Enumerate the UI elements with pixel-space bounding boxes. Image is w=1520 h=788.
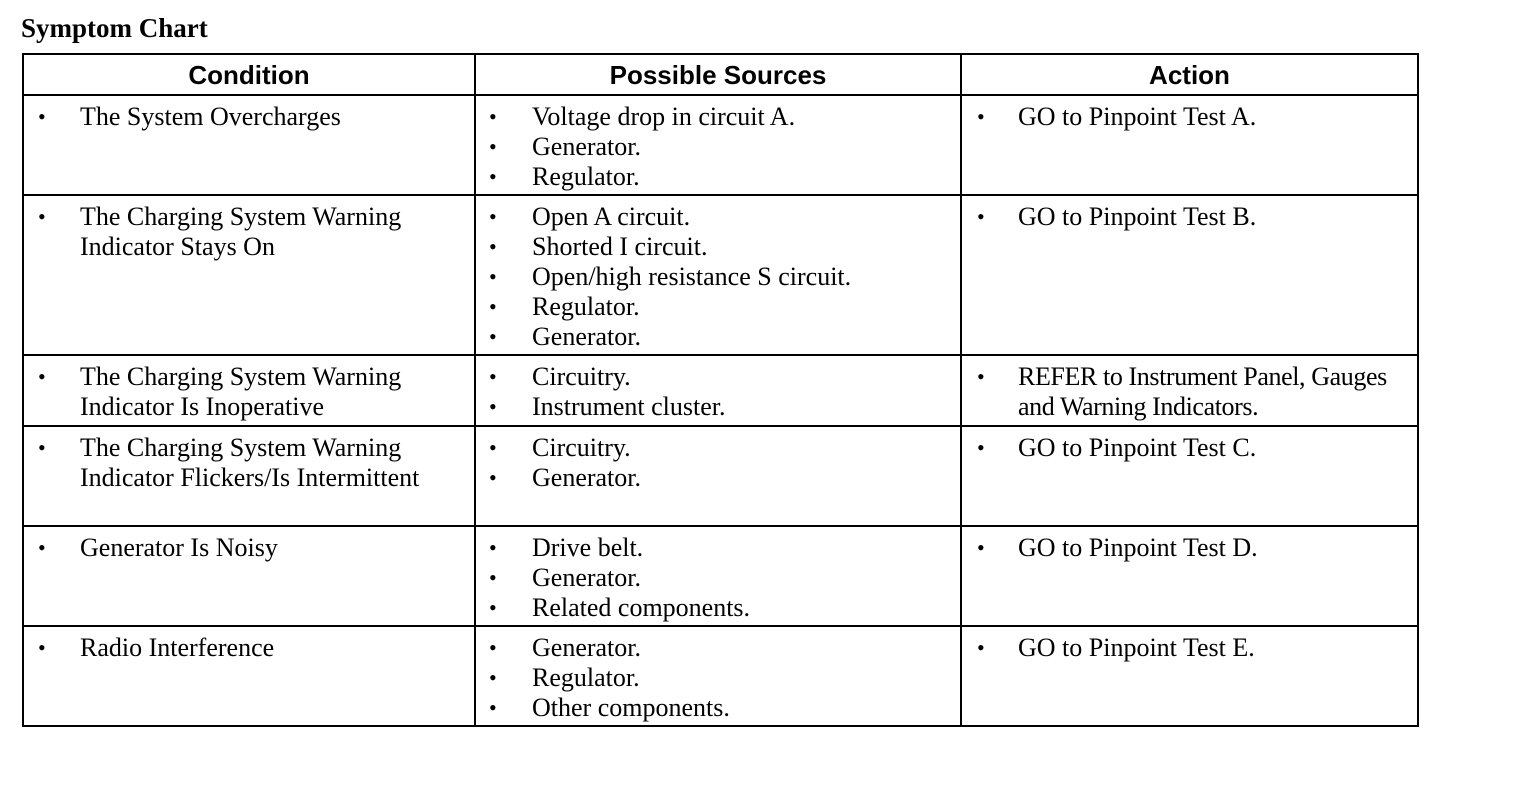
list-item [24, 633, 474, 663]
bullet-icon: • [977, 104, 985, 129]
bullet-icon: • [489, 695, 497, 720]
table-row [23, 426, 1418, 526]
sources-cell [475, 626, 961, 726]
source-text: Instrument cluster. [532, 392, 726, 421]
list-item [962, 202, 1417, 232]
source-text: Regulator. [532, 663, 640, 692]
bullet-icon: • [489, 665, 497, 690]
table-row [23, 626, 1418, 726]
condition-cell [23, 526, 475, 626]
action-cell [961, 426, 1418, 526]
bullet-icon: • [38, 104, 46, 129]
list-item [24, 433, 474, 493]
header-action: Action [961, 54, 1418, 95]
action-text: GO to Pinpoint Test D. [1018, 533, 1258, 562]
list-item [476, 633, 960, 663]
bullet-icon: • [38, 364, 46, 389]
source-text: Generator. [532, 322, 642, 351]
table-row [23, 195, 1418, 355]
bullet-icon: • [489, 164, 497, 189]
source-text: Related components. [532, 593, 751, 622]
bullet-icon: • [489, 204, 497, 229]
list-item [476, 262, 960, 292]
bullet-icon: • [489, 635, 497, 660]
sources-cell [475, 195, 961, 355]
list-item [476, 362, 960, 392]
bullet-icon: • [977, 635, 985, 660]
bullet-icon: • [489, 435, 497, 460]
bullet-icon: • [977, 204, 985, 229]
table-row [23, 95, 1418, 195]
bullet-icon: • [489, 595, 497, 620]
list-item [476, 292, 960, 322]
list-item [476, 322, 960, 352]
page-title: Symptom Chart [21, 13, 208, 43]
list-item [24, 362, 474, 422]
list-item [962, 102, 1417, 132]
source-text: Generator. [532, 563, 642, 592]
source-text: Circuitry. [532, 362, 631, 391]
source-text: Circuitry. [532, 433, 631, 462]
condition-cell [23, 195, 475, 355]
action-text: REFER to Instrument Panel, Gauges and Warning Indicators. [1018, 362, 1387, 421]
bullet-icon: • [489, 294, 497, 319]
list-item [476, 693, 960, 723]
symptom-chart-table [22, 53, 1419, 727]
source-text: Shorted I circuit. [532, 232, 708, 261]
sources-cell [475, 526, 961, 626]
source-text: Generator. [532, 633, 642, 662]
source-text: Drive belt. [532, 533, 644, 562]
condition-cell [23, 426, 475, 526]
source-text: Open/high resistance S circuit. [532, 262, 852, 291]
list-item [962, 533, 1417, 563]
condition-text: The Charging System Warning Indicator Is Inoperative [80, 362, 402, 421]
action-cell [961, 626, 1418, 726]
condition-cell [23, 355, 475, 426]
list-item [476, 563, 960, 593]
list-item [476, 593, 960, 623]
list-item [24, 102, 474, 132]
bullet-icon: • [38, 535, 46, 560]
table-header-row [23, 54, 1418, 95]
list-item [476, 202, 960, 232]
source-text: Voltage drop in circuit A. [532, 102, 796, 131]
bullet-icon: • [489, 364, 497, 389]
header-condition: Condition [23, 54, 475, 95]
table-row [23, 526, 1418, 626]
bullet-icon: • [489, 394, 497, 419]
bullet-icon: • [977, 435, 985, 460]
action-text: GO to Pinpoint Test C. [1018, 433, 1257, 462]
bullet-icon: • [489, 565, 497, 590]
action-cell [961, 195, 1418, 355]
source-text: Generator. [532, 132, 642, 161]
list-item [476, 162, 960, 192]
action-cell [961, 95, 1418, 195]
condition-text: Radio Interference [80, 633, 275, 662]
bullet-icon: • [489, 264, 497, 289]
source-text: Open A circuit. [532, 202, 691, 231]
action-cell [961, 526, 1418, 626]
action-cell [961, 355, 1418, 426]
action-text: GO to Pinpoint Test B. [1018, 202, 1257, 231]
list-item [476, 433, 960, 463]
sources-cell [475, 426, 961, 526]
condition-cell [23, 95, 475, 195]
list-item [962, 362, 1417, 422]
list-item [24, 533, 474, 563]
bullet-icon: • [489, 134, 497, 159]
condition-text: The Charging System Warning Indicator Stays On [80, 202, 402, 261]
source-text: Regulator. [532, 292, 640, 321]
bullet-icon: • [489, 535, 497, 560]
bullet-icon: • [38, 204, 46, 229]
list-item [962, 633, 1417, 663]
list-item [962, 433, 1417, 463]
source-text: Generator. [532, 463, 642, 492]
bullet-icon: • [977, 535, 985, 560]
bullet-icon: • [977, 364, 985, 389]
source-text: Regulator. [532, 162, 640, 191]
sources-cell [475, 95, 961, 195]
header-possible-sources: Possible Sources [475, 54, 961, 95]
action-text: GO to Pinpoint Test A. [1018, 102, 1257, 131]
condition-text: The Charging System Warning Indicator Flickers/Is Intermittent [80, 433, 420, 492]
list-item [476, 463, 960, 493]
list-item [476, 232, 960, 262]
list-item [476, 132, 960, 162]
action-text: GO to Pinpoint Test E. [1018, 633, 1255, 662]
bullet-icon: • [489, 234, 497, 259]
condition-cell [23, 626, 475, 726]
bullet-icon: • [489, 324, 497, 349]
bullet-icon: • [38, 435, 46, 460]
list-item [476, 663, 960, 693]
bullet-icon: • [38, 635, 46, 660]
bullet-icon: • [489, 465, 497, 490]
list-item [476, 533, 960, 563]
condition-text: The System Overcharges [80, 102, 341, 131]
table-row [23, 355, 1418, 426]
source-text: Other components. [532, 693, 730, 722]
list-item [24, 202, 474, 262]
condition-text: Generator Is Noisy [80, 533, 278, 562]
list-item [476, 102, 960, 132]
sources-cell [475, 355, 961, 426]
list-item [476, 392, 960, 422]
bullet-icon: • [489, 104, 497, 129]
